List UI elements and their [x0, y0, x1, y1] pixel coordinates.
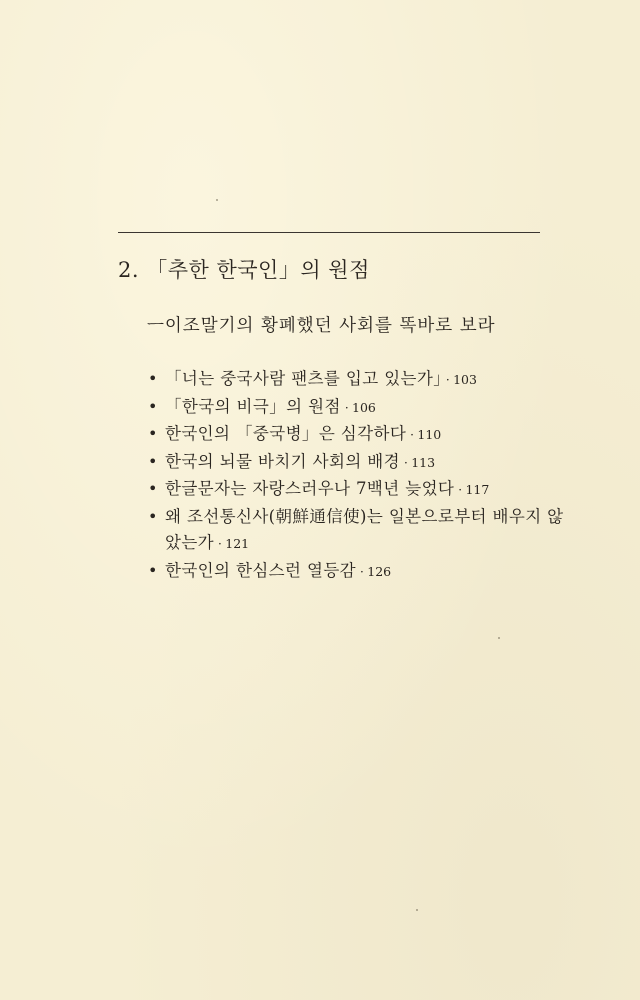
- bullet-icon: •: [148, 369, 158, 388]
- bullet-icon: •: [148, 560, 158, 580]
- toc-entry: [148, 421, 568, 449]
- bullet-icon: •: [148, 506, 158, 526]
- toc-entry-title: 한국인의 한심스런 열등감: [165, 560, 357, 580]
- toc-separator: ·: [360, 564, 365, 579]
- toc-entry: [148, 558, 568, 586]
- toc-entry-title: 왜 조선통신사(朝鮮通信使)는 일본으로부터 배우지 않았는가: [165, 506, 564, 552]
- paper-speck: [416, 909, 418, 911]
- toc-entry: [148, 366, 568, 394]
- toc-separator: ·: [458, 483, 463, 497]
- toc-entry-title: 한글문자는 자랑스러우나 7백년 늦었다: [165, 479, 455, 498]
- toc-entry-title: 한국인의 「중국병」은 심각하다: [165, 424, 407, 443]
- bullet-icon: •: [148, 451, 158, 471]
- toc-separator: ·: [410, 428, 415, 442]
- section-subtitle: ㅡ이조말기의 황폐했던 사회를 똑바로 보라: [147, 316, 496, 336]
- toc-separator: ·: [344, 400, 350, 415]
- toc-entry: [148, 476, 568, 504]
- toc-separator: ·: [218, 537, 223, 551]
- toc-page-number: 106: [352, 399, 376, 415]
- toc-separator: ·: [445, 373, 451, 387]
- toc-separator: ·: [404, 455, 409, 470]
- toc-entry: [148, 504, 568, 558]
- bullet-icon: •: [148, 424, 158, 443]
- paper-speck: [216, 199, 218, 201]
- toc-page-number: 117: [465, 482, 490, 497]
- section-divider: [118, 232, 540, 233]
- toc-page-number: 126: [367, 563, 392, 579]
- toc-entry-title: 한국의 뇌물 바치기 사회의 배경: [165, 451, 400, 471]
- toc-page-number: 110: [417, 427, 442, 442]
- section-heading: [118, 254, 370, 284]
- toc-page-number: 103: [453, 372, 477, 387]
- toc-entry-title: 「너는 중국사람 팬츠를 입고 있는가」: [165, 369, 442, 388]
- toc-entry: [148, 449, 568, 477]
- toc-entry-title: 「한국의 비극」의 원점: [165, 396, 341, 416]
- paper-speck: [498, 637, 500, 639]
- toc-page-number: 113: [411, 454, 436, 470]
- toc-list: [148, 366, 568, 585]
- bullet-icon: •: [148, 479, 158, 498]
- section-title-text: 「추한 한국인」의 원점: [146, 258, 370, 282]
- section-number: 2.: [118, 258, 140, 282]
- bullet-icon: •: [148, 396, 158, 416]
- toc-entry: [148, 394, 568, 422]
- toc-page-number: 121: [225, 536, 250, 551]
